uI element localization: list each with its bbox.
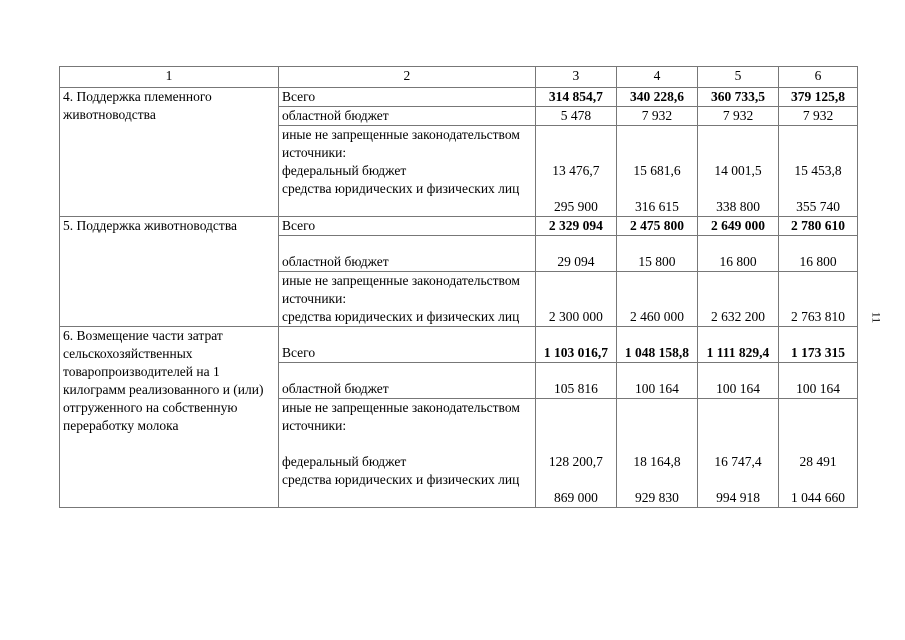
header-cell: 1 <box>60 67 279 88</box>
regional-value: 7 932 <box>697 107 778 126</box>
federal-value: 13 476,7 <box>552 163 600 178</box>
legal-value: 355 740 <box>796 199 840 214</box>
federal-value: 18 164,8 <box>633 454 681 469</box>
regional-value: 7 932 <box>779 107 858 126</box>
regional-value: 5 478 <box>535 107 616 126</box>
table-row <box>60 327 858 363</box>
total-value: 2 329 094 <box>535 217 616 236</box>
other-sources-label: иные не запрещенные законодательством источники: <box>281 127 520 160</box>
row-label: областной бюджет <box>278 107 535 126</box>
total-value: 314 854,7 <box>535 88 616 107</box>
table-row <box>60 217 858 236</box>
total-value: 2 780 610 <box>779 217 858 236</box>
total-value: 1 103 016,7 <box>535 327 616 363</box>
section-title: 4. Поддержка племенного животноводства <box>60 88 279 217</box>
total-value: 1 111 829,4 <box>697 327 778 363</box>
row-label: Всего <box>278 217 535 236</box>
row-label: Всего <box>278 327 535 363</box>
legal-value: 1 044 660 <box>791 490 846 505</box>
row-label: Всего <box>278 88 535 107</box>
legal-value: 994 918 <box>716 490 760 505</box>
other-sources-label: иные не запрещенные законодательством источники: <box>281 400 520 433</box>
row-label-group <box>278 126 535 217</box>
legal-value: 2 300 000 <box>535 272 616 327</box>
total-value: 360 733,5 <box>697 88 778 107</box>
legal-value: 2 632 200 <box>697 272 778 327</box>
value-stack <box>616 126 697 217</box>
budget-table <box>59 66 858 508</box>
total-value: 2 475 800 <box>616 217 697 236</box>
row-label-group <box>278 272 535 327</box>
value-stack <box>535 399 616 508</box>
legal-label: средства юридических и физических лиц <box>281 309 520 324</box>
header-cell: 5 <box>697 67 778 88</box>
other-sources-label: иные не запрещенные законодательством источники: <box>281 273 520 306</box>
legal-value: 929 830 <box>635 490 679 505</box>
legal-label: средства юридических и физических лиц <box>281 472 520 487</box>
legal-value: 2 460 000 <box>616 272 697 327</box>
table-header-row <box>60 67 858 88</box>
value-stack <box>779 399 858 508</box>
legal-value: 295 900 <box>553 199 598 214</box>
federal-value: 14 001,5 <box>714 163 762 178</box>
header-cell: 3 <box>535 67 616 88</box>
row-label-group <box>278 399 535 508</box>
value-stack <box>697 126 778 217</box>
regional-value: 100 164 <box>697 363 778 399</box>
regional-value: 100 164 <box>616 363 697 399</box>
total-value: 1 173 315 <box>779 327 858 363</box>
value-stack <box>697 399 778 508</box>
value-stack <box>535 126 616 217</box>
legal-label: средства юридических и физических лиц <box>281 181 520 196</box>
total-value: 379 125,8 <box>779 88 858 107</box>
total-value: 340 228,6 <box>616 88 697 107</box>
federal-value: 16 747,4 <box>714 454 762 469</box>
value-stack <box>616 399 697 508</box>
value-stack <box>779 126 858 217</box>
regional-value: 16 800 <box>697 236 778 272</box>
table-row <box>60 88 858 107</box>
row-label: областной бюджет <box>278 363 535 399</box>
section-title: 6. Возмещение части затрат сельскохозяйственных товаропроизводителей на 1 килограмм реализованного и (или) отгруженного на собственную переработку молока <box>60 327 279 508</box>
section-title: 5. Поддержка животноводства <box>60 217 279 327</box>
regional-value: 16 800 <box>779 236 858 272</box>
total-value: 2 649 000 <box>697 217 778 236</box>
row-label: областной бюджет <box>278 236 535 272</box>
legal-value: 338 800 <box>716 199 760 214</box>
federal-value: 15 453,8 <box>794 163 842 178</box>
federal-value: 15 681,6 <box>633 163 681 178</box>
header-cell: 6 <box>779 67 858 88</box>
federal-value: 128 200,7 <box>548 454 603 469</box>
federal-value: 28 491 <box>799 454 837 469</box>
federal-label: федеральный бюджет <box>281 163 407 178</box>
legal-value: 316 615 <box>635 199 679 214</box>
legal-value: 869 000 <box>553 490 598 505</box>
regional-value: 105 816 <box>535 363 616 399</box>
federal-label: федеральный бюджет <box>281 454 407 469</box>
legal-value: 2 763 810 <box>779 272 858 327</box>
total-value: 1 048 158,8 <box>616 327 697 363</box>
page-number: 11 <box>869 311 884 324</box>
header-cell: 2 <box>278 67 535 88</box>
header-cell: 4 <box>616 67 697 88</box>
regional-value: 7 932 <box>616 107 697 126</box>
regional-value: 15 800 <box>616 236 697 272</box>
regional-value: 29 094 <box>535 236 616 272</box>
regional-value: 100 164 <box>779 363 858 399</box>
